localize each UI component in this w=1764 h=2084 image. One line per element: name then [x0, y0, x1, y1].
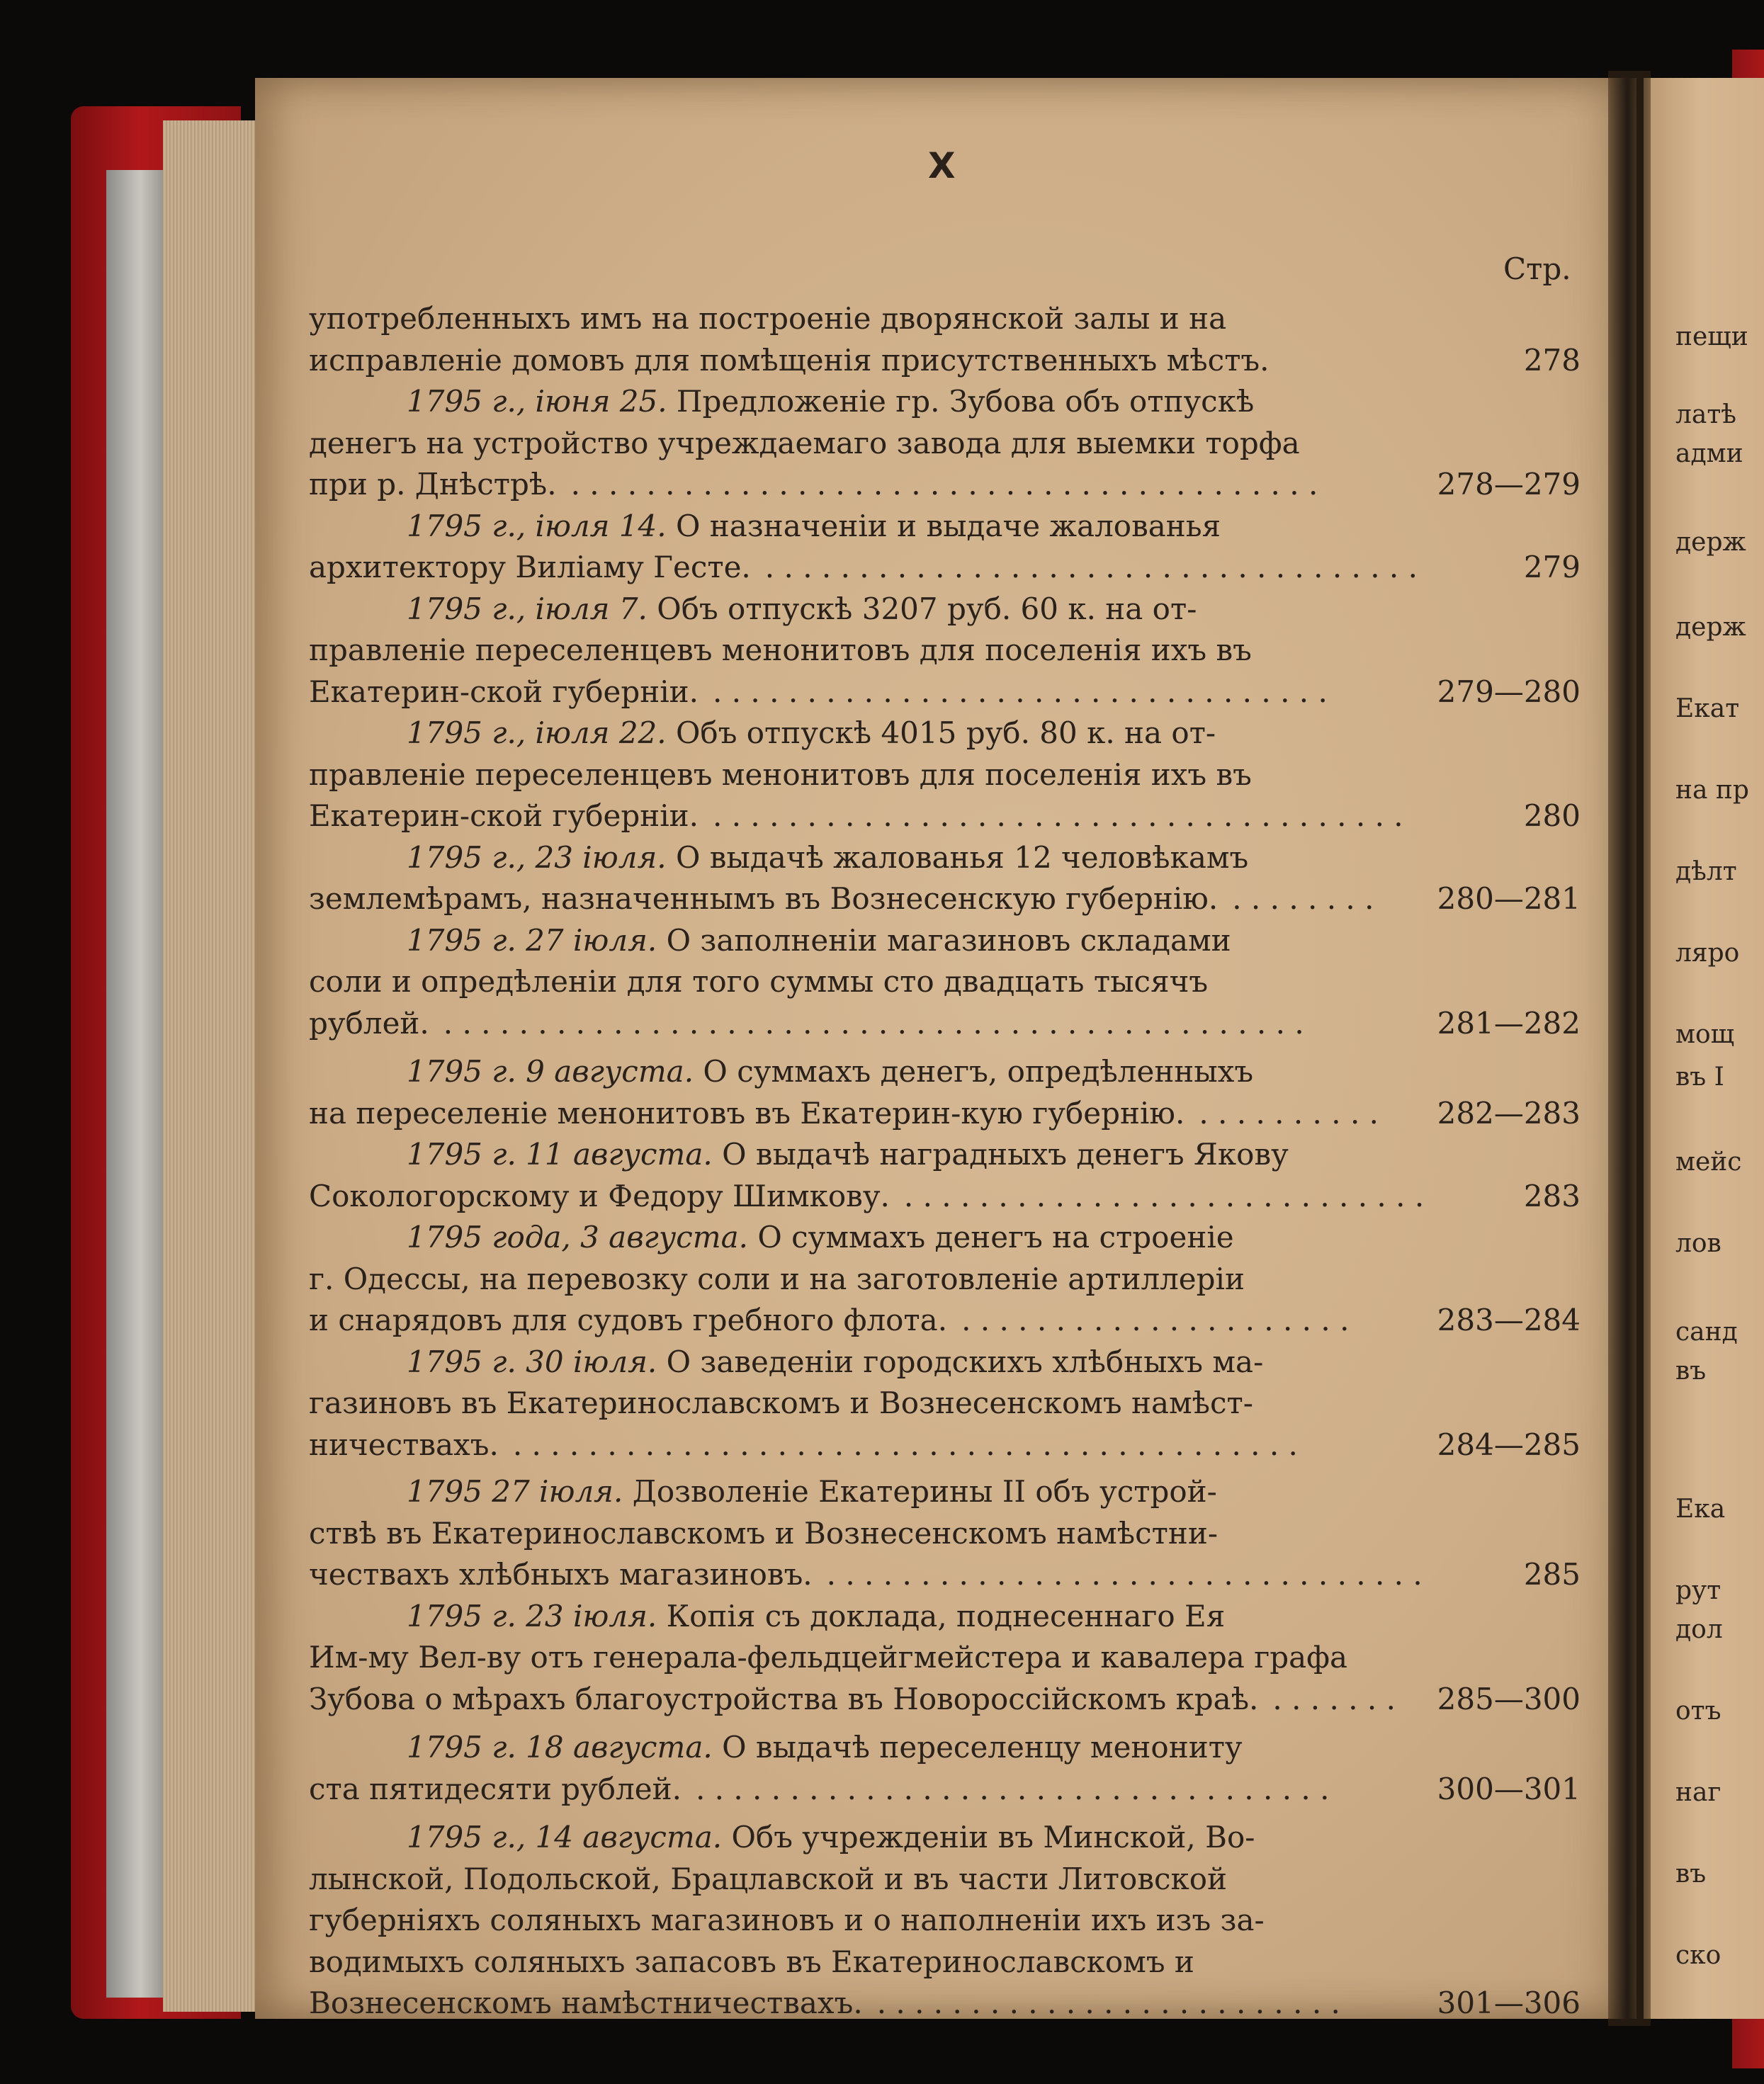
leader-dots: . . . . . . . .: [1232, 881, 1374, 916]
right-page-fragment: отъ: [1675, 1697, 1721, 1726]
entry-pages: 278: [1523, 342, 1581, 378]
entry-pages: 301—306: [1437, 1986, 1581, 2020]
entry-text: правленіе переселенцевъ менонитовъ для поселенія ихъ въ: [309, 633, 1252, 667]
toc-line: [309, 1258, 1581, 1301]
entry-text: губерніяхъ соляныхъ магазиновъ и о наполненіи ихъ изъ за-: [309, 1903, 1265, 1937]
entry-text: архитектору Виліаму Гесте.: [309, 550, 751, 584]
toc-line: [309, 1299, 1581, 1342]
entry-text: О назначеніи и выдаче жалованья: [675, 508, 1221, 543]
toc-line: [309, 1858, 1581, 1901]
entry-date: 1795 г. 23 іюля.: [407, 1598, 657, 1633]
entry-text: Вознесенскомъ намѣстничествахъ.: [309, 1986, 863, 2020]
entry-pages: 280—281: [1437, 881, 1581, 916]
toc-line: [309, 1092, 1581, 1135]
entry-text: ста пятидесяти рублей.: [309, 1771, 682, 1806]
toc-line: [309, 754, 1581, 796]
leader-dots: . . . . . . .: [1272, 1681, 1396, 1716]
entry-date: 1795 г. 27 іюля.: [407, 922, 657, 958]
toc-line: [309, 671, 1581, 713]
entry-text: и снарядовъ для судовъ гребного флота.: [309, 1303, 948, 1337]
entry-text: правленіе переселенцевъ менонитовъ для поселенія ихъ въ: [309, 757, 1252, 792]
entry-text: исправленіе домовъ для помѣщенія присутственныхъ мѣстъ.: [309, 342, 1270, 378]
entry-text: Объ отпускѣ 3207 руб. 60 к. на от-: [657, 591, 1197, 626]
entry-text: Предложеніе гр. Зубова объ отпускѣ: [676, 384, 1255, 419]
toc-line: [309, 1553, 1581, 1596]
entry-text: на переселеніе менонитовъ въ Екатерин-кую губернію.: [309, 1095, 1185, 1131]
entry-text: ничествахъ.: [309, 1427, 499, 1462]
toc-line: [309, 1678, 1581, 1721]
right-page-fragment: дѣлт: [1675, 857, 1737, 886]
entry-date: 1795 г., іюля 22.: [407, 715, 667, 750]
entry-text: водимыхъ соляныхъ запасовъ въ Екатеринославскомъ и: [309, 1944, 1194, 1979]
toc-line: [309, 588, 1581, 630]
right-page-fragment: пещи: [1675, 322, 1748, 351]
toc-line: [309, 712, 1581, 754]
leader-dots: . . . . . . . . . . . . . . . . . . . . . . . . . . . . . . . . . . . . . . . . . . . . . .: [443, 1005, 1304, 1041]
entry-text: г. Одессы, на перевозку соли и на заготовленіе артиллеріи: [309, 1261, 1245, 1296]
toc-line: [309, 1382, 1581, 1425]
toc-line: [309, 1216, 1581, 1259]
entry-pages: 284—285: [1437, 1427, 1581, 1462]
right-page-fragment: латѣ: [1675, 400, 1736, 429]
entry-text: Екатерин-ской губерніи.: [309, 798, 699, 833]
entry-text: денегъ на устройство учреждаемаго завода для выемки торфа: [309, 425, 1300, 460]
toc-line: [309, 1768, 1581, 1811]
entry-pages: 279—280: [1437, 674, 1581, 709]
toc-line: [309, 546, 1581, 589]
entry-text: лынской, Подольской, Брацлавской и въ части Литовской: [309, 1861, 1228, 1896]
right-page-fragment: санд: [1675, 1318, 1738, 1347]
entry-text: Объ учрежденіи въ Минской, Во-: [731, 1820, 1255, 1854]
toc-line: [309, 1636, 1581, 1679]
entry-text: О выдачѣ переселенцу менониту: [722, 1730, 1243, 1765]
entry-date: 1795 г. 9 августа.: [407, 1054, 694, 1089]
entry-pages: 283—284: [1437, 1303, 1581, 1337]
toc-line: [309, 339, 1581, 382]
right-page-fragment: лов: [1675, 1229, 1721, 1258]
right-page-fragment: въ І: [1675, 1063, 1724, 1092]
toc-line: [309, 463, 1581, 506]
toc-line: [309, 837, 1581, 879]
page-number: X: [928, 145, 956, 186]
toc-line: [309, 422, 1581, 465]
right-page-fragment: въ: [1675, 1859, 1707, 1888]
toc-line: [309, 1726, 1581, 1769]
entry-pages: 285—300: [1437, 1681, 1581, 1716]
leader-dots: . . . . . . . . . . . . . . . . . . . . . . . . . . . . . . . .: [826, 1557, 1423, 1592]
leader-dots: . . . . . . . . . . . . . . . . . . . . . . . . .: [876, 1986, 1340, 2020]
page-column-header: Стр.: [1503, 251, 1571, 286]
leader-dots: . . . . . . . . . . . . . . . . . . . . . . . . . . . .: [903, 1178, 1425, 1213]
right-page-fragment: держ: [1675, 613, 1746, 642]
entry-text: землемѣрамъ, назначеннымъ въ Вознесенскую губернію.: [309, 881, 1219, 916]
entry-text: О суммахъ денегъ, опредѣленныхъ: [703, 1054, 1254, 1089]
entry-text: употребленныхъ имъ на построеніе дворянской залы и на: [309, 301, 1227, 336]
leader-dots: . . . . . . . . . . . . . . . . . . . . . . . . . . . . . . . . . . . . . . . .: [570, 467, 1318, 502]
entry-text: О заполненіи магазиновъ складами: [666, 922, 1231, 958]
right-page-fragment: наг: [1675, 1778, 1721, 1807]
entry-date: 1795 27 іюля.: [407, 1474, 623, 1509]
toc-line: [309, 1133, 1581, 1176]
entry-text: Зубова о мѣрахъ благоустройства въ Новороссійскомъ краѣ.: [309, 1681, 1259, 1716]
entry-pages: 278—279: [1437, 467, 1581, 502]
entry-date: 1795 г. 11 августа.: [407, 1137, 713, 1172]
toc-line: [309, 1982, 1581, 2024]
toc-line: [309, 1512, 1581, 1555]
leader-dots: . . . . . . . . . . . . . . . . . . . . . . . . . . . . . . . . . . .: [764, 550, 1418, 584]
toc-line: [309, 1816, 1581, 1859]
entry-date: 1795 г., іюля 14.: [407, 508, 667, 543]
entry-text: при р. Днѣстрѣ.: [309, 467, 557, 502]
entry-date: 1795 года, 3 августа.: [407, 1220, 748, 1255]
entry-text: газиновъ въ Екатеринославскомъ и Вознесенскомъ намѣст-: [309, 1386, 1253, 1420]
right-page-fragment: мощ: [1675, 1020, 1735, 1049]
page-edges: [106, 170, 163, 1998]
toc-line: [309, 961, 1581, 1003]
leader-dots: . . . . . . . . . .: [1199, 1095, 1379, 1131]
right-page-fragment: ско: [1675, 1941, 1721, 1970]
toc-line: [309, 505, 1581, 548]
entry-pages: 282—283: [1437, 1095, 1581, 1131]
right-page-fragment: въ: [1675, 1357, 1707, 1386]
toc-line: [309, 1175, 1581, 1218]
entry-text: рублей.: [309, 1005, 429, 1041]
right-page-fragment: Екат: [1675, 694, 1740, 723]
entry-pages: 283: [1523, 1178, 1581, 1213]
toc-line: [309, 1899, 1581, 1942]
toc-line: [309, 1002, 1581, 1045]
entry-text: Им-му Вел-ву отъ генерала-фельдцейгмейстера и кавалера графа: [309, 1640, 1348, 1675]
right-page-fragment: держ: [1675, 528, 1746, 557]
toc-line: [309, 380, 1581, 423]
toc-line: [309, 1595, 1581, 1638]
entry-text: О выдачѣ наградныхъ денегъ Якову: [722, 1137, 1289, 1172]
leader-dots: . . . . . . . . . . . . . . . . . . . . . . . . . . . . . . . . . . . . .: [713, 798, 1403, 833]
entry-date: 1795 г. 18 августа.: [407, 1730, 713, 1765]
toc-line: [309, 298, 1581, 340]
entry-text: Дозволеніе Екатерины II объ устрой-: [632, 1474, 1217, 1509]
entry-text: Сокологорскому и Федору Шимкову.: [309, 1178, 890, 1213]
leader-dots: . . . . . . . . . . . . . . . . . . . . .: [961, 1303, 1350, 1337]
toc-line: [309, 1341, 1581, 1383]
toc-line: [309, 919, 1581, 962]
entry-text: соли и опредѣленіи для того суммы сто двадцать тысячъ: [309, 964, 1209, 999]
entry-date: 1795 г., іюля 7.: [407, 591, 648, 626]
entry-pages: 281—282: [1437, 1005, 1581, 1041]
toc-line: [309, 1051, 1581, 1093]
right-page-fragment: ляро: [1675, 939, 1740, 968]
right-page-fragment: на пр: [1675, 776, 1749, 805]
leader-dots: . . . . . . . . . . . . . . . . . . . . . . . . . . . . . . . . . . . . . . . . . .: [512, 1427, 1298, 1462]
entry-text: О суммахъ денегъ на строеніе: [757, 1220, 1234, 1255]
entry-pages: 285: [1523, 1557, 1581, 1592]
entry-date: 1795 г., 14 августа.: [407, 1820, 723, 1854]
toc-line: [309, 795, 1581, 837]
leader-dots: . . . . . . . . . . . . . . . . . . . . . . . . . . . . . . . . . .: [695, 1771, 1330, 1806]
right-page-fragment: адми: [1675, 439, 1743, 468]
right-page-fragment: рут: [1675, 1576, 1721, 1605]
entry-date: 1795 г., 23 іюля.: [407, 839, 667, 875]
toc-line: [309, 1424, 1581, 1466]
leader-dots: . . . . . . . . . . . . . . . . . . . . . . . . . . . . . . . . .: [713, 674, 1328, 709]
right-page-fragment: мейс: [1675, 1148, 1742, 1177]
toc-line: [309, 629, 1581, 672]
entry-pages: 300—301: [1437, 1771, 1581, 1806]
book-gutter: [1608, 71, 1651, 2026]
entry-text: Екатерин-ской губерніи.: [309, 674, 699, 709]
entry-pages: 280: [1523, 798, 1581, 833]
right-page-fragment: дол: [1675, 1615, 1723, 1644]
entry-text: Копія съ доклада, поднесеннаго Ея: [666, 1598, 1226, 1633]
entry-text: О выдачѣ жалованья 12 человѣкамъ: [675, 839, 1249, 875]
toc-line: [309, 878, 1581, 920]
entry-text: чествахъ хлѣбныхъ магазиновъ.: [309, 1557, 813, 1592]
right-page-fragment: Ека: [1675, 1495, 1726, 1524]
entry-text: Объ отпускѣ 4015 руб. 80 к. на от-: [675, 715, 1216, 750]
entry-text: О заведеніи городскихъ хлѣбныхъ ма-: [666, 1344, 1264, 1379]
entry-date: 1795 г. 30 іюля.: [407, 1344, 657, 1379]
toc-line: [309, 1471, 1581, 1513]
entry-text: ствѣ въ Екатеринославскомъ и Вознесенскомъ намѣстни-: [309, 1515, 1219, 1551]
entry-date: 1795 г., іюня 25.: [407, 384, 667, 419]
entry-pages: 279: [1523, 550, 1581, 584]
toc-line: [309, 1941, 1581, 1983]
